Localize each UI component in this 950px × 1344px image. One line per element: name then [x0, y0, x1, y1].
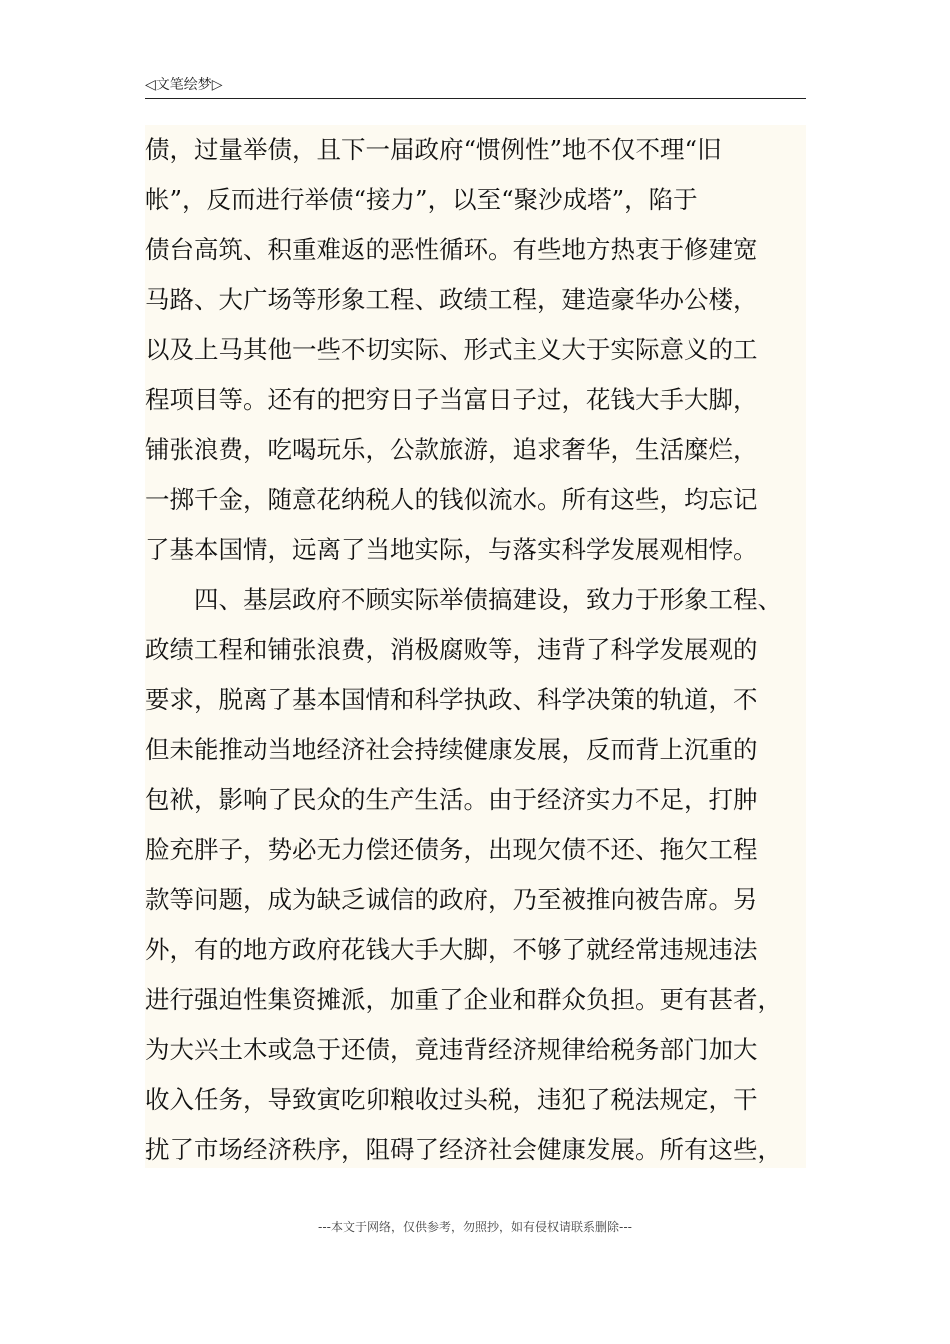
page-footer: ---本文于网络，仅供参考，勿照抄，如有侵权请联系删除---	[318, 1220, 632, 1234]
body-line: 但未能推动当地经济社会持续健康发展，反而背上沉重的	[145, 735, 758, 764]
body-line: 为大兴土木或急于还债，竟违背经济规律给税务部门加大	[145, 1035, 758, 1064]
body-line: 一掷千金，随意花纳税人的钱似流水。所有这些，均忘记	[145, 485, 758, 514]
document-body	[145, 125, 806, 1168]
header-logo-text: ◁文笔绘梦▷	[145, 77, 223, 93]
body-line: 外，有的地方政府花钱大手大脚，不够了就经常违规违法	[145, 935, 758, 964]
body-line: 脸充胖子，势必无力偿还债务，出现欠债不还、拖欠工程	[145, 835, 758, 864]
body-line: 款等问题，成为缺乏诚信的政府，乃至被推向被告席。另	[145, 885, 758, 914]
body-line: 进行强迫性集资摊派，加重了企业和群众负担。更有甚者，	[145, 985, 782, 1014]
body-line: 帐”，反而进行举债“接力”，以至“聚沙成塔”，陷于	[145, 185, 698, 214]
body-line: 扰了市场经济秩序，阻碍了经济社会健康发展。所有这些，	[145, 1135, 782, 1164]
body-line: 要求，脱离了基本国情和科学执政、科学决策的轨道，不	[145, 685, 758, 714]
body-line: 包袱，影响了民众的生产生活。由于经济实力不足，打肿	[145, 785, 758, 814]
body-line: 四、基层政府不顾实际举债搞建设，致力于形象工程、	[145, 585, 782, 614]
body-line: 债台高筑、积重难返的恶性循环。有些地方热衷于修建宽	[145, 235, 758, 264]
body-line: 马路、大广场等形象工程、政绩工程，建造豪华办公楼，	[145, 285, 758, 314]
body-line: 了基本国情，远离了当地实际，与落实科学发展观相悖。	[145, 535, 758, 564]
body-line: 以及上马其他一些不切实际、形式主义大于实际意义的工	[145, 335, 758, 364]
page-header	[145, 70, 806, 99]
body-line: 程项目等。还有的把穷日子当富日子过，花钱大手大脚，	[145, 385, 758, 414]
body-line: 债，过量举债，且下一届政府“惯例性”地不仅不理“旧	[145, 135, 722, 164]
body-line: 铺张浪费，吃喝玩乐，公款旅游，追求奢华，生活糜烂，	[145, 435, 758, 464]
body-line: 政绩工程和铺张浪费，消极腐败等，违背了科学发展观的	[145, 635, 758, 664]
body-line: 收入任务，导致寅吃卯粮收过头税，违犯了税法规定，干	[145, 1085, 758, 1114]
